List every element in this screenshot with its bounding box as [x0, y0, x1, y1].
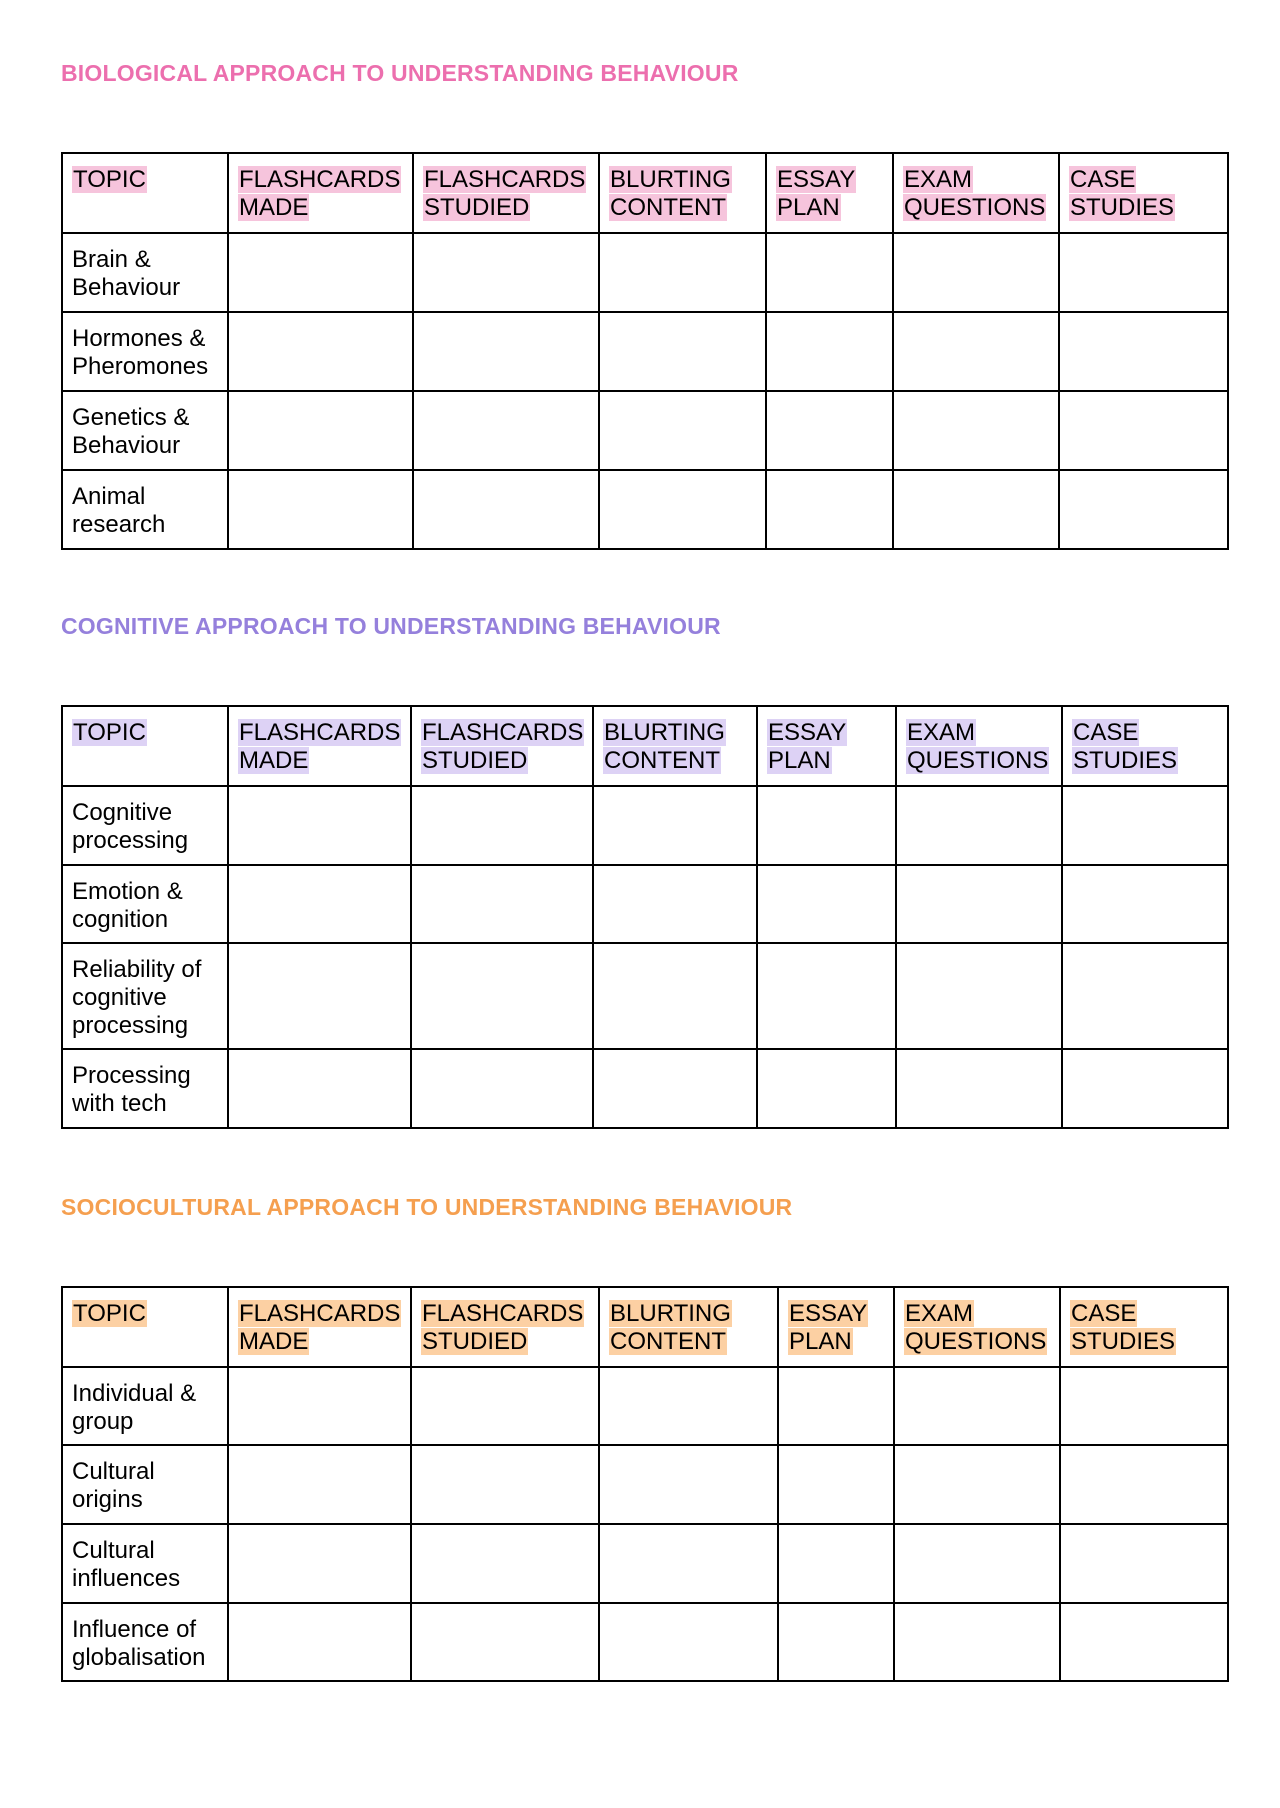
- checkbox-cell[interactable]: [599, 233, 766, 312]
- topic-cell: Cultural origins: [62, 1445, 228, 1524]
- checkbox-cell[interactable]: [413, 312, 599, 391]
- topic-cell: Brain & Behaviour: [62, 233, 228, 312]
- checkbox-cell[interactable]: [894, 1367, 1060, 1445]
- section-title: SOCIOCULTURAL APPROACH TO UNDERSTANDING BEHAVIOUR: [61, 1194, 793, 1220]
- checkbox-cell[interactable]: [1060, 1603, 1228, 1681]
- checkbox-cell[interactable]: [413, 233, 599, 312]
- table-row: [62, 1367, 1228, 1445]
- checkbox-cell[interactable]: [411, 1524, 599, 1603]
- checkbox-cell[interactable]: [1059, 233, 1228, 312]
- checkbox-cell[interactable]: [228, 1049, 411, 1128]
- checkbox-cell[interactable]: [896, 786, 1062, 865]
- checkbox-cell[interactable]: [893, 391, 1059, 470]
- checkbox-cell[interactable]: [413, 391, 599, 470]
- column-header-case-studies: CASE STUDIES: [1062, 706, 1228, 786]
- table-row: [62, 865, 1228, 943]
- checkbox-cell[interactable]: [1060, 1524, 1228, 1603]
- checkbox-cell[interactable]: [1059, 391, 1228, 470]
- checkbox-cell[interactable]: [778, 1367, 894, 1445]
- checkbox-cell[interactable]: [1059, 470, 1228, 549]
- column-header-case-studies: CASE STUDIES: [1060, 1287, 1228, 1367]
- checkbox-cell[interactable]: [1060, 1367, 1228, 1445]
- checkbox-cell[interactable]: [599, 470, 766, 549]
- checkbox-cell[interactable]: [599, 312, 766, 391]
- checkbox-cell[interactable]: [411, 943, 593, 1049]
- column-header-flashcards-studied: FLASHCARDS STUDIED: [413, 153, 599, 233]
- table-row: [62, 312, 1228, 391]
- column-header-essay-plan: ESSAY PLAN: [757, 706, 896, 786]
- column-header-blurting-content: BLURTING CONTENT: [599, 1287, 778, 1367]
- checkbox-cell[interactable]: [413, 470, 599, 549]
- table-row: [62, 786, 1228, 865]
- checkbox-cell[interactable]: [599, 1367, 778, 1445]
- column-header-essay-plan: ESSAY PLAN: [766, 153, 893, 233]
- checkbox-cell[interactable]: [1062, 786, 1228, 865]
- topic-cell: Cultural influences: [62, 1524, 228, 1603]
- table-row: [62, 1445, 1228, 1524]
- column-header-flashcards-made: FLASHCARDS MADE: [228, 153, 413, 233]
- header-row: [62, 706, 1228, 786]
- checkbox-cell[interactable]: [228, 1445, 411, 1524]
- checkbox-cell[interactable]: [1059, 312, 1228, 391]
- checkbox-cell[interactable]: [757, 1049, 896, 1128]
- column-header-flashcards-made: FLASHCARDS MADE: [228, 706, 411, 786]
- section-title: BIOLOGICAL APPROACH TO UNDERSTANDING BEHAVIOUR: [61, 60, 739, 86]
- checkbox-cell[interactable]: [1062, 943, 1228, 1049]
- topic-cell: Genetics & Behaviour: [62, 391, 228, 470]
- checkbox-cell[interactable]: [599, 1603, 778, 1681]
- checkbox-cell[interactable]: [757, 943, 896, 1049]
- column-header-case-studies: CASE STUDIES: [1059, 153, 1228, 233]
- checkbox-cell[interactable]: [778, 1524, 894, 1603]
- column-header-flashcards-studied: FLASHCARDS STUDIED: [411, 1287, 599, 1367]
- checkbox-cell[interactable]: [411, 1445, 599, 1524]
- column-header-topic: TOPIC: [62, 706, 228, 786]
- table-row: [62, 1524, 1228, 1603]
- topic-cell: Emotion & cognition: [62, 865, 228, 943]
- column-header-exam-questions: EXAM QUESTIONS: [894, 1287, 1060, 1367]
- checkbox-cell[interactable]: [411, 786, 593, 865]
- tracker-table: [61, 152, 1229, 550]
- column-header-flashcards-made: FLASHCARDS MADE: [228, 1287, 411, 1367]
- table-row: [62, 233, 1228, 312]
- checkbox-cell[interactable]: [766, 233, 893, 312]
- table-row: [62, 470, 1228, 549]
- topic-cell: Animal research: [62, 470, 228, 549]
- column-header-blurting-content: BLURTING CONTENT: [593, 706, 757, 786]
- checkbox-cell[interactable]: [894, 1524, 1060, 1603]
- column-header-exam-questions: EXAM QUESTIONS: [896, 706, 1062, 786]
- topic-cell: Cognitive processing: [62, 786, 228, 865]
- checkbox-cell[interactable]: [593, 943, 757, 1049]
- checkbox-cell[interactable]: [228, 312, 413, 391]
- topic-cell: Influence of globalisation: [62, 1603, 228, 1681]
- checkbox-cell[interactable]: [411, 1367, 599, 1445]
- checkbox-cell[interactable]: [228, 1603, 411, 1681]
- checkbox-cell[interactable]: [228, 865, 411, 943]
- table-row: [62, 943, 1228, 1049]
- topic-cell: Individual & group: [62, 1367, 228, 1445]
- column-header-essay-plan: ESSAY PLAN: [778, 1287, 894, 1367]
- header-row: [62, 153, 1228, 233]
- checkbox-cell[interactable]: [599, 391, 766, 470]
- checkbox-cell[interactable]: [593, 786, 757, 865]
- topic-cell: Processing with tech: [62, 1049, 228, 1128]
- checkbox-cell[interactable]: [893, 233, 1059, 312]
- table-row: [62, 391, 1228, 470]
- table-row: [62, 1049, 1228, 1128]
- section-title: COGNITIVE APPROACH TO UNDERSTANDING BEHAVIOUR: [61, 613, 721, 639]
- checkbox-cell[interactable]: [894, 1445, 1060, 1524]
- checkbox-cell[interactable]: [411, 865, 593, 943]
- tracker-table: [61, 1286, 1229, 1682]
- header-row: [62, 1287, 1228, 1367]
- checkbox-cell[interactable]: [757, 786, 896, 865]
- checkbox-cell[interactable]: [228, 470, 413, 549]
- checkbox-cell[interactable]: [599, 1524, 778, 1603]
- checkbox-cell[interactable]: [599, 1445, 778, 1524]
- checkbox-cell[interactable]: [228, 1524, 411, 1603]
- checkbox-cell[interactable]: [778, 1603, 894, 1681]
- checkbox-cell[interactable]: [1060, 1445, 1228, 1524]
- checkbox-cell[interactable]: [894, 1603, 1060, 1681]
- checkbox-cell[interactable]: [228, 391, 413, 470]
- checkbox-cell[interactable]: [896, 1049, 1062, 1128]
- table-row: [62, 1603, 1228, 1681]
- column-header-exam-questions: EXAM QUESTIONS: [893, 153, 1059, 233]
- checkbox-cell[interactable]: [228, 233, 413, 312]
- checkbox-cell[interactable]: [766, 470, 893, 549]
- checkbox-cell[interactable]: [766, 391, 893, 470]
- checkbox-cell[interactable]: [411, 1049, 593, 1128]
- column-header-blurting-content: BLURTING CONTENT: [599, 153, 766, 233]
- checkbox-cell[interactable]: [778, 1445, 894, 1524]
- topic-cell: Hormones & Pheromones: [62, 312, 228, 391]
- checkbox-cell[interactable]: [228, 1367, 411, 1445]
- checkbox-cell[interactable]: [411, 1603, 599, 1681]
- checkbox-cell[interactable]: [593, 865, 757, 943]
- checkbox-cell[interactable]: [896, 943, 1062, 1049]
- checkbox-cell[interactable]: [228, 786, 411, 865]
- column-header-topic: TOPIC: [62, 153, 228, 233]
- topic-cell: Reliability of cognitive processing: [62, 943, 228, 1049]
- checkbox-cell[interactable]: [893, 470, 1059, 549]
- checkbox-cell[interactable]: [896, 865, 1062, 943]
- column-header-topic: TOPIC: [62, 1287, 228, 1367]
- checkbox-cell[interactable]: [893, 312, 1059, 391]
- checkbox-cell[interactable]: [757, 865, 896, 943]
- checkbox-cell[interactable]: [766, 312, 893, 391]
- checkbox-cell[interactable]: [1062, 865, 1228, 943]
- column-header-flashcards-studied: FLASHCARDS STUDIED: [411, 706, 593, 786]
- checkbox-cell[interactable]: [1062, 1049, 1228, 1128]
- tracker-table: [61, 705, 1229, 1129]
- checkbox-cell[interactable]: [593, 1049, 757, 1128]
- checkbox-cell[interactable]: [228, 943, 411, 1049]
